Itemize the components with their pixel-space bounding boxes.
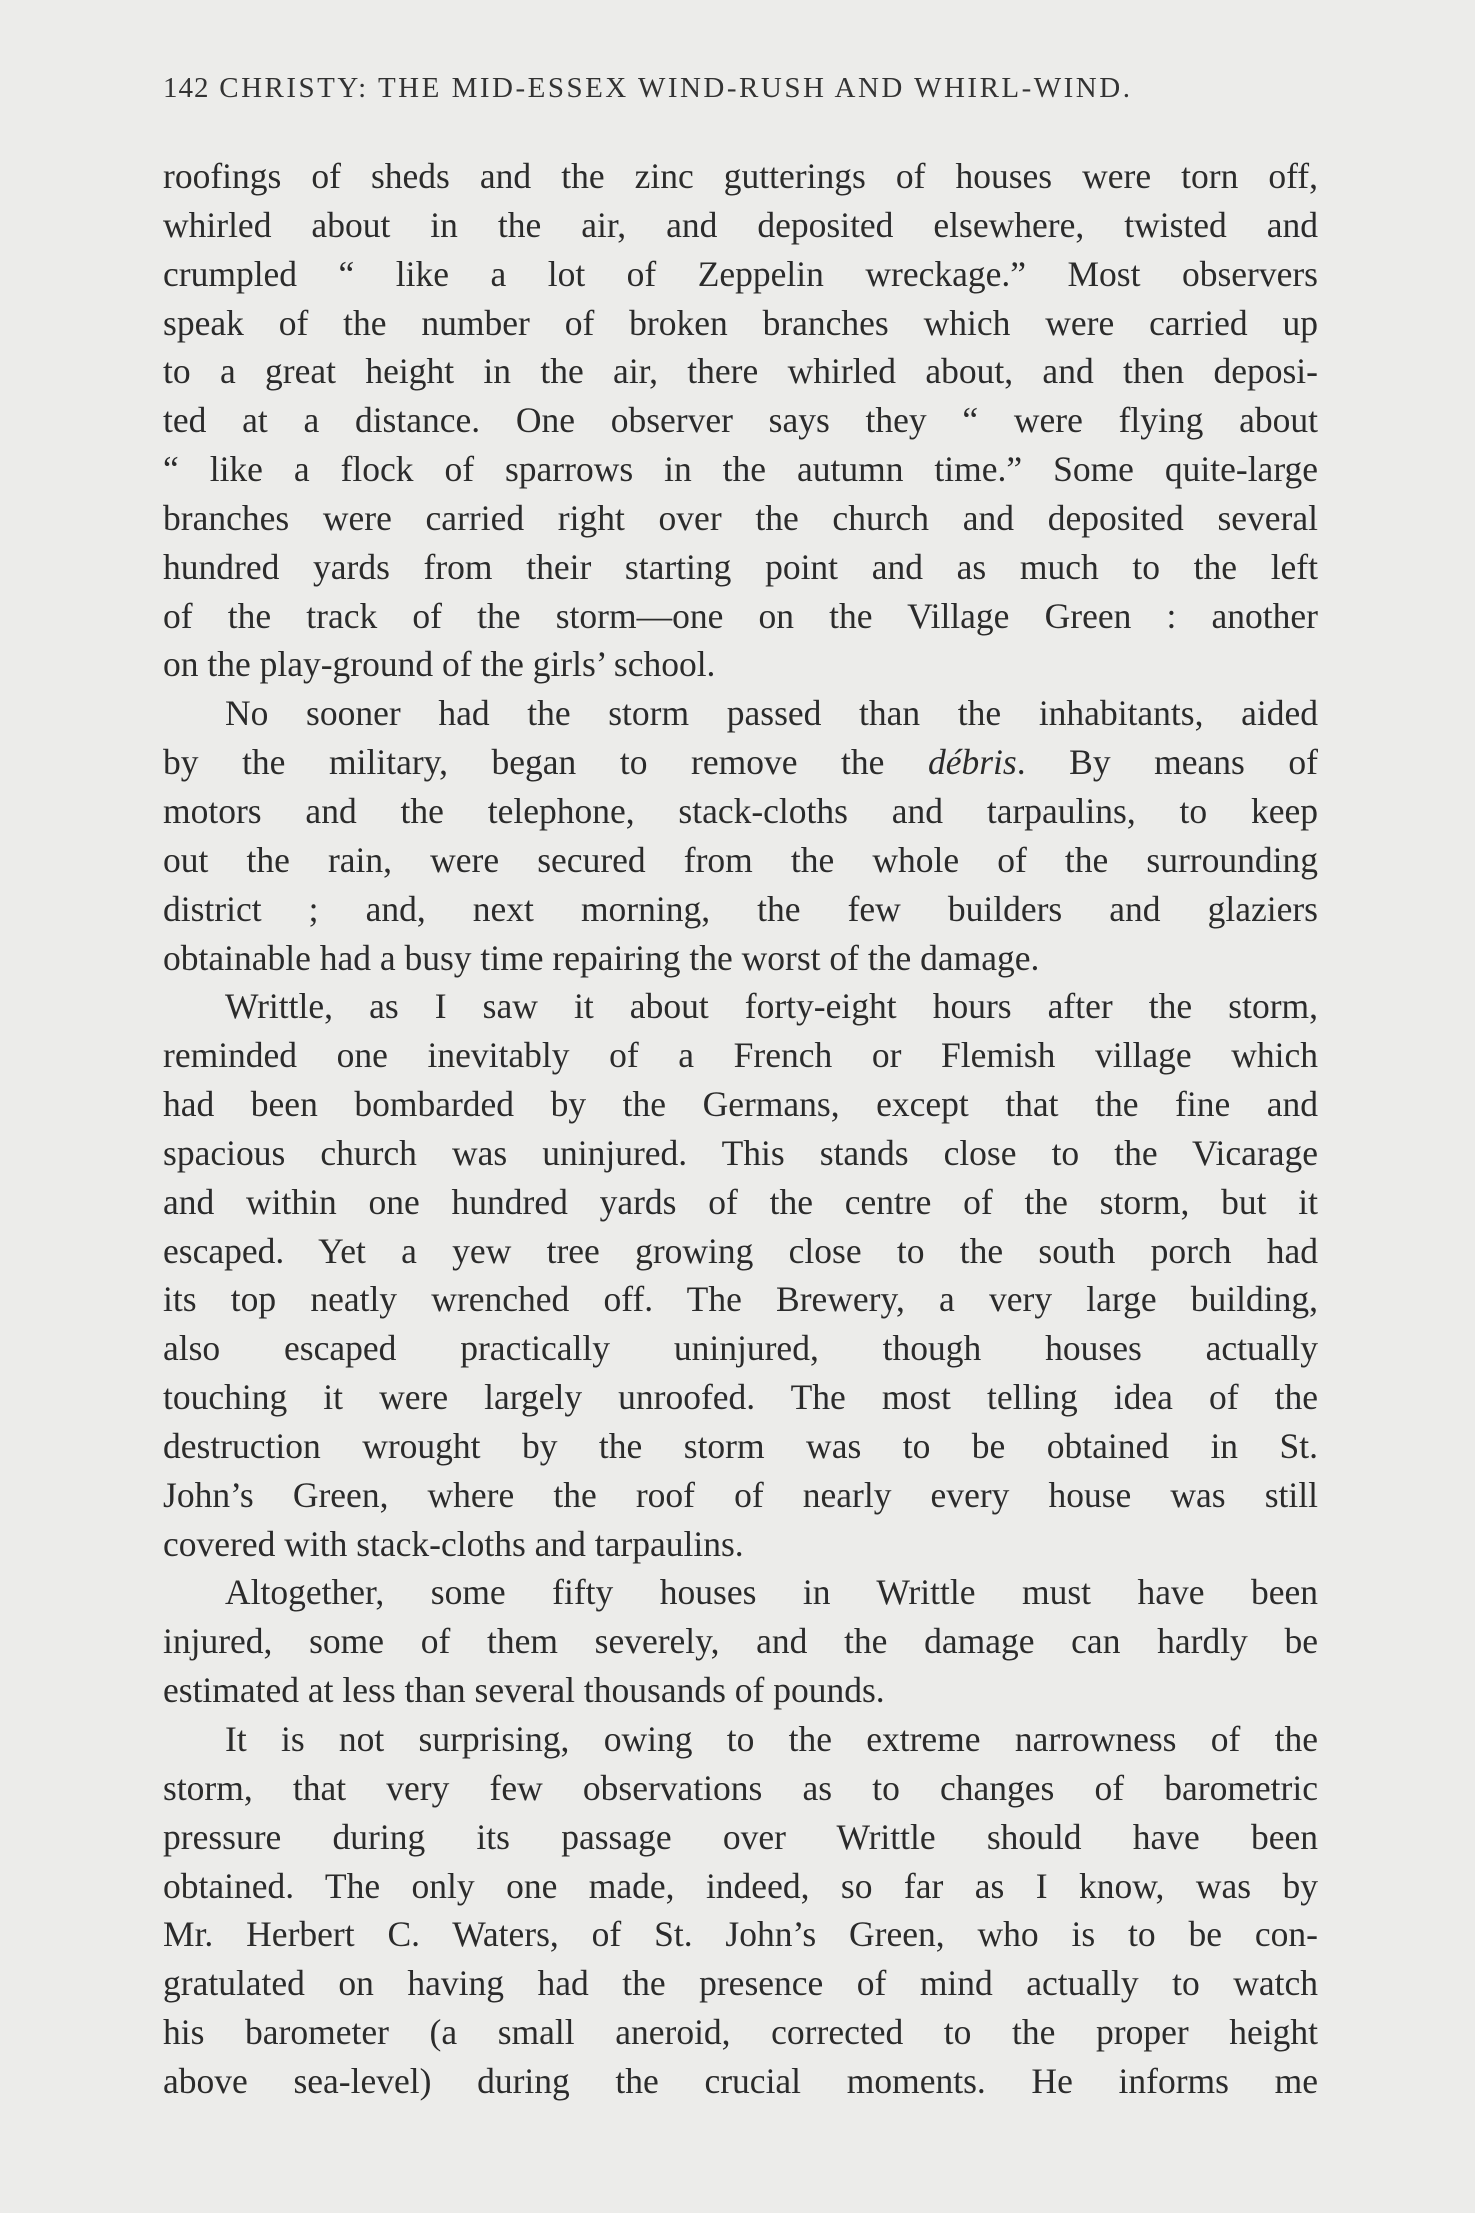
text-line: on the play-ground of the girls’ school. xyxy=(163,644,716,685)
text-line: speak of the number of broken branches which were carried up xyxy=(163,302,1318,343)
running-title: CHRISTY: THE MID-ESSEX WIND-RUSH AND WHIRL-WIND. xyxy=(219,72,1133,104)
text-line: Writtle, as I saw it about forty-eight hours after the storm, xyxy=(225,986,1318,1027)
text-line: and within one hundred yards of the centre of the storm, but it xyxy=(163,1181,1318,1222)
text-line: district ; and, next morning, the few builders and glaziers xyxy=(163,888,1318,929)
text-line: to a great height in the air, there whirled about, and then deposi- xyxy=(163,351,1318,392)
text-line: John’s Green, where the roof of nearly every house was still xyxy=(163,1474,1318,1515)
text-line: estimated at less than several thousands of pounds. xyxy=(163,1670,885,1711)
text-line: Mr. Herbert C. Waters, of St. John’s Green, who is to be con- xyxy=(163,1914,1318,1955)
text-line: ted at a distance. One observer says they “ were flying about xyxy=(163,400,1318,441)
body-text xyxy=(163,152,1318,2106)
text-line: of the track of the storm—one on the Village Green : another xyxy=(163,595,1318,636)
text-line: his barometer (a small aneroid, corrected to the proper height xyxy=(163,2012,1318,2053)
text-line: It is not surprising, owing to the extreme narrowness of the xyxy=(225,1719,1318,1759)
paragraph xyxy=(163,1715,1318,2106)
text-line: destruction wrought by the storm was to be obtained in St. xyxy=(163,1425,1318,1466)
text-line: injured, some of them severely, and the damage can hardly be xyxy=(163,1621,1318,1662)
text-line: motors and the telephone, stack-cloths and tarpaulins, to keep xyxy=(163,790,1318,831)
text-line: covered with stack-cloths and tarpaulins. xyxy=(163,1523,744,1564)
text-line: No sooner had the storm passed than the inhabitants, aided xyxy=(225,693,1318,734)
text-line: above sea-level) during the crucial moments. He informs me xyxy=(163,2060,1318,2101)
text-line: obtained. The only one made, indeed, so far as I know, was by xyxy=(163,1865,1318,1906)
text-line: its top neatly wrenched off. The Brewery, a very large building, xyxy=(163,1279,1318,1320)
text-line: spacious church was uninjured. This stands close to the Vicarage xyxy=(163,1132,1318,1173)
text-line: “ like a flock of sparrows in the autumn time.” Some quite-large xyxy=(163,449,1318,490)
text-line: escaped. Yet a yew tree growing close to the south porch had xyxy=(163,1230,1318,1271)
paragraph xyxy=(163,152,1318,689)
text-line: out the rain, were secured from the whole of the surrounding xyxy=(163,839,1318,880)
text-line: hundred yards from their starting point and as much to the left xyxy=(163,546,1318,587)
text-line: also escaped practically uninjured, though houses actually xyxy=(163,1328,1318,1369)
page-number: 142 xyxy=(163,72,210,104)
running-head xyxy=(163,72,1313,105)
text-line: by the military, began to remove the débris. By means of xyxy=(163,742,1318,783)
text-line: Altogether, some fifty houses in Writtle must have been xyxy=(225,1572,1318,1613)
text-line: roofings of sheds and the zinc gutterings of houses were torn off, xyxy=(163,156,1318,196)
text-line: touching it were largely unroofed. The most telling idea of the xyxy=(163,1377,1318,1418)
text-line: branches were carried right over the church and deposited several xyxy=(163,497,1318,538)
text-line: obtainable had a busy time repairing the worst of the damage. xyxy=(163,937,1040,978)
text-line: reminded one inevitably of a French or Flemish village which xyxy=(163,1035,1318,1076)
text-line: pressure during its passage over Writtle should have been xyxy=(163,1816,1318,1857)
paragraph xyxy=(163,689,1318,982)
paragraph xyxy=(163,1568,1318,1715)
text-line: whirled about in the air, and deposited elsewhere, twisted and xyxy=(163,204,1318,245)
text-line: had been bombarded by the Germans, except that the fine and xyxy=(163,1084,1318,1125)
text-line: storm, that very few observations as to changes of barometric xyxy=(163,1767,1318,1808)
text-line: crumpled “ like a lot of Zeppelin wreckage.” Most observers xyxy=(163,253,1318,294)
paragraph xyxy=(163,982,1318,1568)
text-line: gratulated on having had the presence of mind actually to watch xyxy=(163,1963,1318,2004)
